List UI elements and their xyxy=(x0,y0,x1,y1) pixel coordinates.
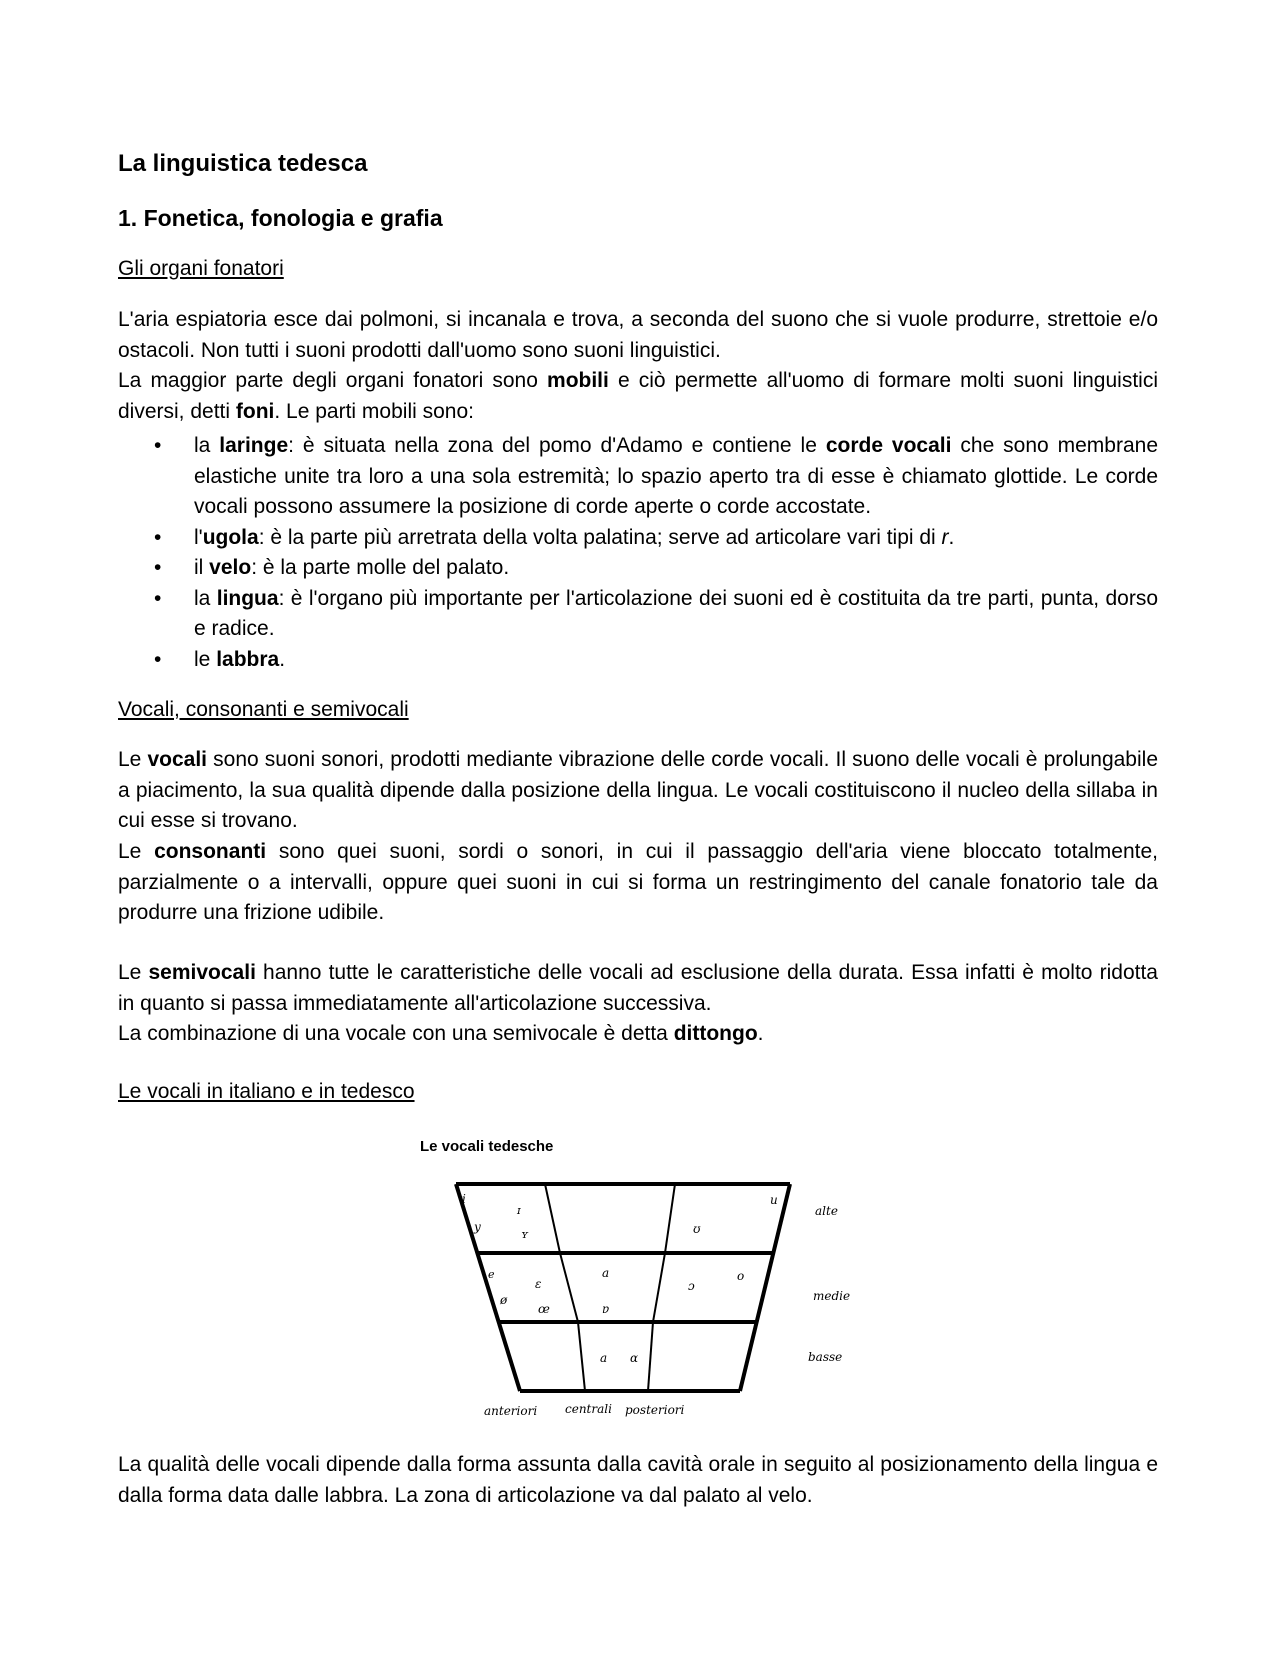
bold-term: laringe xyxy=(219,434,289,457)
vowel-symbol: œ xyxy=(538,1302,550,1316)
document-title: La linguistica tedesca xyxy=(118,150,368,177)
vowel-symbol: ɛ xyxy=(535,1277,542,1291)
trapezoid-right-edge xyxy=(740,1184,790,1391)
bold-term-vocali: vocali xyxy=(147,748,208,771)
list-item: • il velo: è la parte molle del palato. xyxy=(118,553,1158,584)
list-item: • l'ugola: è la parte più arretrata della volta palatina; serve ad articolare vari tipi di r. xyxy=(118,523,1158,554)
vowel-symbol: ø xyxy=(500,1293,508,1307)
vowel-trapezoid-figure xyxy=(410,1135,870,1435)
vowel-symbol: i xyxy=(462,1192,466,1206)
paragraph-qualita-vocali: La qualità delle vocali dipende dalla forma assunta dalla cavità orale in seguito al posizionamento della lingua e dalla forma data dalle labbra. La zona di articolazione va dal palato al velo. xyxy=(118,1453,1158,1507)
vowel-symbol: ɐ xyxy=(602,1302,610,1316)
section-title: 1. Fonetica, fonologia e grafia xyxy=(118,205,443,231)
column-divider xyxy=(545,1184,560,1253)
bold-term: lingua xyxy=(216,586,279,610)
vowel-symbol: o xyxy=(737,1269,745,1283)
subheading-vocali: Vocali, consonanti e semivocali xyxy=(118,698,409,721)
vowel-symbol: e xyxy=(488,1268,495,1281)
subheading-organi: Gli organi fonatori xyxy=(118,257,284,280)
bold-term-dittongo: dittongo xyxy=(673,1022,758,1045)
italic-term: r xyxy=(941,525,949,549)
vowel-symbol: ɪ xyxy=(517,1204,521,1217)
vowel-symbol: ʏ xyxy=(521,1228,529,1241)
bold-term: labbra xyxy=(216,647,280,671)
row-label-alte: alte xyxy=(815,1204,838,1218)
vowel-symbol: ʊ xyxy=(693,1222,701,1236)
text-run: e ciò permette all'uomo di formare molti suoni linguistici diversi, detti xyxy=(118,369,1158,423)
column-divider xyxy=(653,1253,665,1322)
bold-term: ugola xyxy=(202,525,259,549)
bold-term-foni: foni xyxy=(235,399,275,423)
paragraph-vocali: Le vocali sono suoni sonori, prodotti mediante vibrazione delle corde vocali. Il suono delle vocali è prolungabile a piacimento, la sua qualità dipende dalla posizione della lingua. Le vocali costituiscono il nucleo della sillaba in cui esse si trovano. xyxy=(118,748,1158,832)
bullet-icon: • xyxy=(154,556,162,579)
vowel-symbol: ɑ xyxy=(630,1351,639,1365)
bold-term-consonanti: consonanti xyxy=(154,840,267,863)
bullet-icon: • xyxy=(154,647,162,671)
vowel-symbol: y xyxy=(474,1220,481,1234)
text-run: . Le parti mobili sono: xyxy=(274,399,474,423)
vowel-symbol: a xyxy=(600,1351,608,1365)
row-label-medie: medie xyxy=(813,1289,851,1303)
bold-term: corde vocali xyxy=(825,434,952,457)
text-run: La maggior parte degli organi fonatori sono xyxy=(118,369,548,392)
bullet-icon: • xyxy=(154,434,162,457)
trapezoid-left-edge xyxy=(456,1184,520,1391)
row-label-basse: basse xyxy=(808,1350,843,1364)
column-label-anteriori: anteriori xyxy=(484,1404,538,1418)
column-label-posteriori: posteriori xyxy=(625,1403,685,1417)
bold-term-semivocali: semivocali xyxy=(148,961,256,984)
list-item: • la laringe: è situata nella zona del pomo d'Adamo e contiene le corde vocali che sono membrane elastiche unite tra loro a una sola estremità; lo spazio aperto tra di esse è chiamato glottide. Le corde vocali possono assumere la posizione di corde aperte o corde accostate. xyxy=(118,431,1158,523)
bullet-icon: • xyxy=(154,525,162,549)
vowel-symbol: a xyxy=(602,1266,610,1280)
paragraph-organi-mobili xyxy=(118,366,1158,427)
paragraph-dittongo: La combinazione di una vocale con una semivocale è detta dittongo. xyxy=(118,1022,764,1045)
bullet-list-organi xyxy=(118,431,1158,675)
vowel-symbol: u xyxy=(770,1193,778,1207)
list-item: • la lingua: è l'organo più importante per l'articolazione dei suoni ed è costituita da tre parti, punta, dorso e radice. xyxy=(118,584,1158,645)
vowel-symbol: ɔ xyxy=(688,1279,695,1293)
bold-term-mobili: mobili xyxy=(547,369,609,392)
bold-term: velo xyxy=(209,556,252,579)
column-label-centrali: centrali xyxy=(565,1402,612,1416)
subheading-italiano-tedesco: Le vocali in italiano e in tedesco xyxy=(118,1080,415,1103)
column-divider xyxy=(665,1184,675,1253)
vowel-trapezoid-diagram xyxy=(410,1135,870,1435)
column-divider xyxy=(578,1322,585,1391)
column-divider xyxy=(648,1322,653,1391)
column-divider xyxy=(560,1253,578,1322)
paragraph-aria: L'aria espiatoria esce dai polmoni, si incanala e trova, a seconda del suono che si vuole produrre, strettoie e/o ostacoli. Non tutti i suoni prodotti dall'uomo sono suoni linguistici. xyxy=(118,308,1158,362)
bullet-icon: • xyxy=(154,586,162,610)
figure-title: Le vocali tedesche xyxy=(420,1138,554,1155)
paragraph-consonanti: Le consonanti sono quei suoni, sordi o sonori, in cui il passaggio dell'aria viene bloccato totalmente, parzialmente o a intervalli, oppure quei suoni in cui si forma un restringimento del canale fonatorio tale da produrre una frizione udibile. xyxy=(118,840,1158,924)
list-item: • le labbra. xyxy=(118,645,1158,676)
paragraph-semivocali: Le semivocali hanno tutte le caratteristiche delle vocali ad esclusione della durata. Essa infatti è molto ridotta in quanto si passa immediatamente all'articolazione successiva. xyxy=(118,961,1158,1015)
